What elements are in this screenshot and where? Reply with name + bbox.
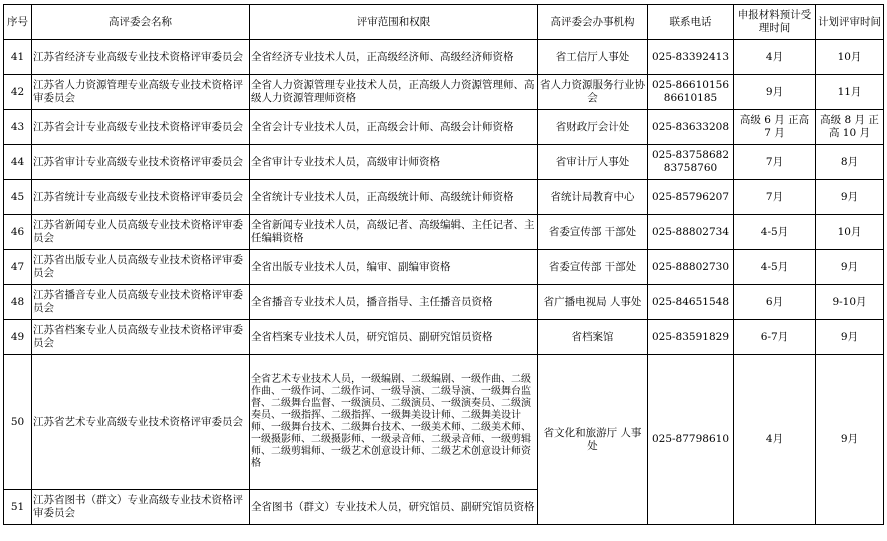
name-cell: 江苏省新闻专业人员高级专业技术资格评审委员会: [32, 215, 250, 250]
office-cell: 省委宣传部 干部处: [538, 250, 648, 285]
review-cell: 10月: [816, 40, 884, 75]
office-cell: 省档案馆: [538, 320, 648, 355]
header-accept-time: 申报材料预计受理时间: [734, 5, 816, 40]
seq-cell: 48: [4, 285, 32, 320]
scope-cell: 全省图书（群文）专业技术人员，研究馆员、副研究馆员资格: [250, 490, 538, 525]
name-cell: 江苏省档案专业人员高级专业技术资格评审委员会: [32, 320, 250, 355]
review-cell: 11月: [816, 75, 884, 110]
review-cell: 9月: [816, 250, 884, 285]
scope-cell: 全省人力资源管理专业技术人员，正高级人力资源管理师、高级人力资源管理师资格: [250, 75, 538, 110]
table-row: [4, 320, 884, 355]
accept-cell: 7月: [734, 180, 816, 215]
accept-cell: 4-5月: [734, 215, 816, 250]
office-cell: 省人力资源服务行业协会: [538, 75, 648, 110]
accept-cell: 9月: [734, 75, 816, 110]
office-cell: 省委宣传部 干部处: [538, 215, 648, 250]
office-cell: 省统计局教育中心: [538, 180, 648, 215]
scope-cell: 全省新闻专业技术人员，高级记者、高级编辑、主任记者、主任编辑资格: [250, 215, 538, 250]
name-cell: 江苏省人力资源管理专业高级专业技术资格评审委员会: [32, 75, 250, 110]
phone-cell: 025-88802734: [648, 215, 734, 250]
table-row: [4, 40, 884, 75]
accept-cell: 4-5月: [734, 250, 816, 285]
qualification-table-sheet: [3, 4, 884, 525]
table-row: [4, 215, 884, 250]
accept-cell: 7月: [734, 145, 816, 180]
accept-cell: 4月: [734, 355, 816, 525]
table-row: [4, 75, 884, 110]
name-cell: 江苏省出版专业人员高级专业技术资格评审委员会: [32, 250, 250, 285]
seq-cell: 43: [4, 110, 32, 145]
name-cell: 江苏省艺术专业高级专业技术资格评审委员会: [32, 355, 250, 490]
header-seq: 序号: [4, 5, 32, 40]
review-cell: 9月: [816, 355, 884, 525]
header-review-time: 计划评审时间: [816, 5, 884, 40]
header-office: 高评委会办事机构: [538, 5, 648, 40]
header-scope: 评审范围和权限: [250, 5, 538, 40]
header-row: [4, 5, 884, 40]
scope-cell: 全省统计专业技术人员，正高级统计师、高级统计师资格: [250, 180, 538, 215]
seq-cell: 42: [4, 75, 32, 110]
seq-cell: 51: [4, 490, 32, 525]
table-row: [4, 355, 884, 490]
table-row: [4, 285, 884, 320]
review-cell: 8月: [816, 145, 884, 180]
name-cell: 江苏省审计专业高级专业技术资格评审委员会: [32, 145, 250, 180]
phone-cell: 025-85796207: [648, 180, 734, 215]
review-cell: 10月: [816, 215, 884, 250]
phone-cell: 025-83758682 83758760: [648, 145, 734, 180]
scope-cell: 全省会计专业技术人员，正高级会计师、高级会计师资格: [250, 110, 538, 145]
committee-table: [3, 4, 884, 525]
seq-cell: 50: [4, 355, 32, 490]
office-cell: 省广播电视局 人事处: [538, 285, 648, 320]
seq-cell: 49: [4, 320, 32, 355]
office-cell: 省财政厅会计处: [538, 110, 648, 145]
name-cell: 江苏省播音专业人员高级专业技术资格评审委员会: [32, 285, 250, 320]
seq-cell: 44: [4, 145, 32, 180]
phone-cell: 025-87798610: [648, 355, 734, 525]
name-cell: 江苏省图书（群文）专业高级专业技术资格评审委员会: [32, 490, 250, 525]
review-cell: 9月: [816, 180, 884, 215]
phone-cell: 025-88802730: [648, 250, 734, 285]
review-cell: 高级 8 月 正高 10 月: [816, 110, 884, 145]
scope-cell: 全省出版专业技术人员，编审、副编审资格: [250, 250, 538, 285]
table-row: [4, 180, 884, 215]
scope-cell: 全省艺术专业技术人员，一级编剧、二级编剧、一级作曲、二级作曲、一级作词、二级作词、一级导演、二级导演、一级舞台监督、二级舞台监督、一级演员、二级演员、一级演奏员、二级演奏员、一级指挥、二级指挥、一级舞美设计师、二级舞美设计师、一级舞台技术、二级舞台技术、一级美术师、二级美术师、一级摄影师、二级摄影师、一级录音师、二级录音师、一级剪辑师、二级剪辑师、一级艺术创意设计师、二级艺术创意设计师资格: [250, 355, 538, 490]
scope-cell: 全省档案专业技术人员，研究馆员、副研究馆员资格: [250, 320, 538, 355]
name-cell: 江苏省会计专业高级专业技术资格评审委员会: [32, 110, 250, 145]
accept-cell: 6月: [734, 285, 816, 320]
table-row: [4, 250, 884, 285]
office-cell: 省文化和旅游厅 人事处: [538, 355, 648, 525]
office-cell: 省工信厅人事处: [538, 40, 648, 75]
name-cell: 江苏省经济专业高级专业技术资格评审委员会: [32, 40, 250, 75]
scope-cell: 全省经济专业技术人员，正高级经济师、高级经济师资格: [250, 40, 538, 75]
seq-cell: 47: [4, 250, 32, 285]
seq-cell: 41: [4, 40, 32, 75]
table-row: [4, 110, 884, 145]
phone-cell: 025-83591829: [648, 320, 734, 355]
header-phone: 联系电话: [648, 5, 734, 40]
accept-cell: 高级 6 月 正高 7 月: [734, 110, 816, 145]
scope-cell: 全省播音专业技术人员，播音指导、主任播音员资格: [250, 285, 538, 320]
accept-cell: 4月: [734, 40, 816, 75]
table-row: [4, 145, 884, 180]
header-name: 高评委会名称: [32, 5, 250, 40]
review-cell: 9月: [816, 320, 884, 355]
office-cell: 省审计厅人事处: [538, 145, 648, 180]
name-cell: 江苏省统计专业高级专业技术资格评审委员会: [32, 180, 250, 215]
phone-cell: 025-83633208: [648, 110, 734, 145]
review-cell: 9-10月: [816, 285, 884, 320]
phone-cell: 025-86610156 86610185: [648, 75, 734, 110]
phone-cell: 025-84651548: [648, 285, 734, 320]
seq-cell: 45: [4, 180, 32, 215]
phone-cell: 025-83392413: [648, 40, 734, 75]
accept-cell: 6-7月: [734, 320, 816, 355]
scope-cell: 全省审计专业技术人员，高级审计师资格: [250, 145, 538, 180]
seq-cell: 46: [4, 215, 32, 250]
